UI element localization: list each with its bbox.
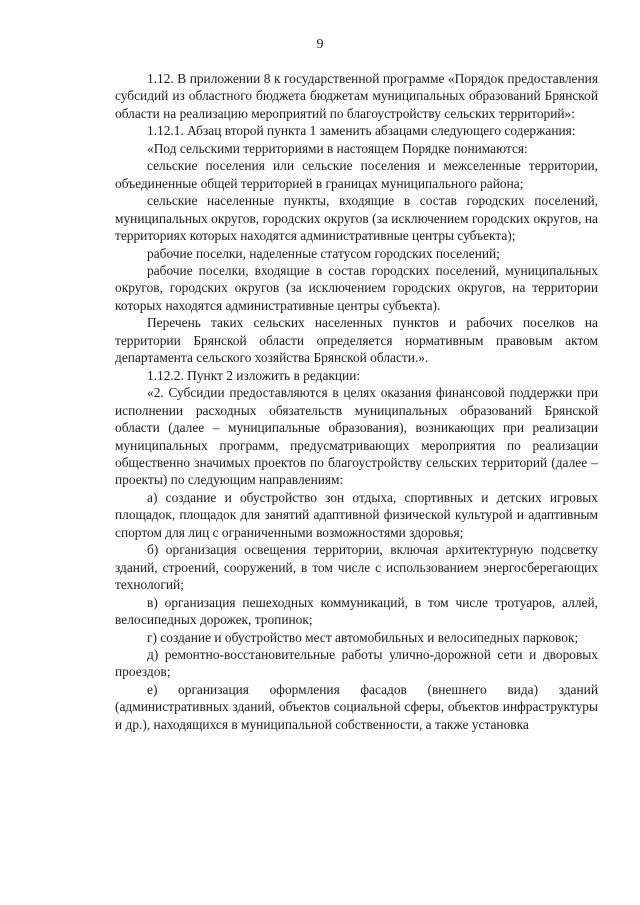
definition-rural-settlements: сельские поселения или сельские поселения и межселенные территории, объединенные общей территорией в границах муниципального района; xyxy=(115,158,598,191)
definition-work-settlements-included: рабочие поселки, входящие в состав городских поселений, муниципальных округов, городских округов (за исключением городских округов, на территории которых находятся административные центры субъекта). xyxy=(115,262,598,313)
list-item-v: в) организация пешеходных коммуникаций, в том числе тротуаров, аллей, велосипедных дорожек, тропинок; xyxy=(115,594,598,628)
page-number: 9 xyxy=(316,37,324,52)
list-item-e: е) организация оформления фасадов (внешнего вида) зданий (административных зданий, объектов социальной сферы, объектов инфраструктуры и др.), находящихся в муниципальной собственности, а также установка xyxy=(115,681,598,732)
list-item-a: а) создание и обустройство зон отдыха, спортивных и детских игровых площадок, площадок для занятий адаптивной физической культурой и адаптивным спортом для лиц с ограниченными возможностями здоровья; xyxy=(115,489,598,540)
definition-rural-localities: сельские населенные пункты, входящие в состав городских поселений, муниципальных округов, городских округов (за исключением городских округов, на территориях которых находятся административные центры субъекта); xyxy=(115,193,598,244)
subsidies-purpose-paragraph: «2. Субсидии предоставляются в целях оказания финансовой поддержки при исполнении расходных обязательств муниципальных образований Брянской области (далее – муниципальные образования), возникающих при реализации муниципальных программ, предусматривающих мероприятия по реализации общественно значимых проектов по благоустройству сельских территорий (далее – проекты) по следующим направлениям: xyxy=(115,385,598,488)
paragraph-1-12-2: 1.12.2. Пункт 2 изложить в редакции: xyxy=(147,367,361,383)
quote-intro-paragraph: «Под сельскими территориями в настоящем Порядке понимаются: xyxy=(147,140,528,156)
document-body xyxy=(115,70,598,733)
paragraph-1-12-1: 1.12.1. Абзац второй пункта 1 заменить абзацами следующего содержания: xyxy=(147,123,576,139)
list-item-g: г) создание и обустройство мест автомобильных и велосипедных парковок; xyxy=(147,629,579,645)
paragraph-1-12: 1.12. В приложении 8 к государственной программе «Порядок предоставления субсидий из областного бюджета бюджетам муниципальных образований Брянской области на реализацию мероприятий по благоустройству сельских территорий»: xyxy=(115,71,598,121)
list-determination-paragraph: Перечень таких сельских населенных пунктов и рабочих поселков на территории Брянской области определяется нормативным правовым актом департамента сельского хозяйства Брянской области.». xyxy=(115,315,598,366)
definition-work-settlements: рабочие поселки, наделенные статусом городских поселений; xyxy=(147,245,500,261)
list-item-b: б) организация освещения территории, включая архитектурную подсветку зданий, строений, сооружений, в том числе с использованием энергосберегающих технологий; xyxy=(115,542,598,593)
list-item-d: д) ремонтно-восстановительные работы улично-дорожной сети и дворовых проездов; xyxy=(115,646,598,680)
